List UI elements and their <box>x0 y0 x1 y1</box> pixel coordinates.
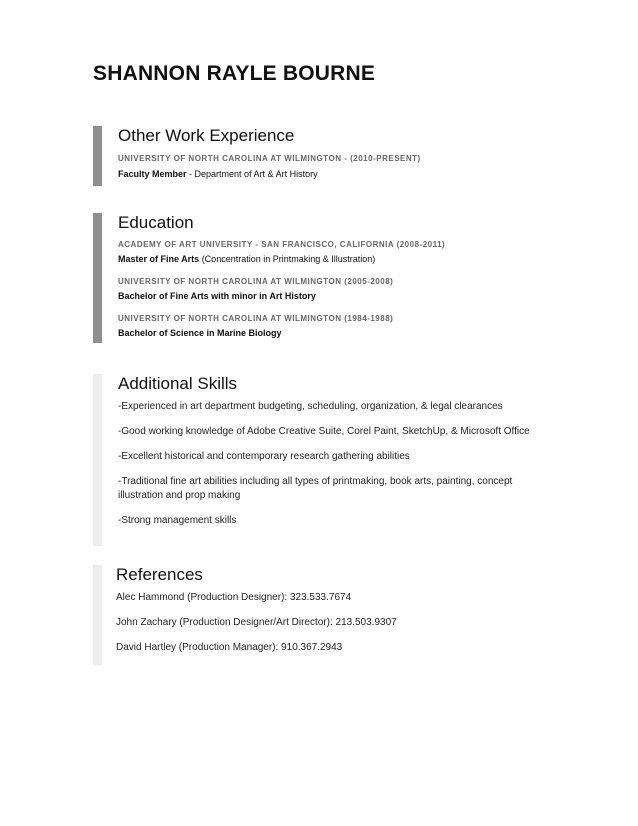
section-title-references: References <box>116 565 203 584</box>
degree-title: Bachelor of Fine Arts with minor in Art History <box>118 291 316 301</box>
education-degree <box>118 290 445 302</box>
section-bar <box>93 565 102 665</box>
work-role <box>118 168 421 180</box>
section-bar <box>93 374 102 546</box>
skill-item: -Excellent historical and contemporary research gathering abilities <box>118 451 410 462</box>
education-degree <box>118 253 445 265</box>
education-degree <box>118 327 445 339</box>
section-title-work: Other Work Experience <box>118 126 295 145</box>
section-skills <box>93 374 538 528</box>
section-title-skills: Additional Skills <box>118 374 238 393</box>
education-org: UNIVERSITY OF NORTH CAROLINA AT WILMINGTON (1984-1988) <box>118 314 394 323</box>
work-role-dept: - Department of Art & Art History <box>186 169 318 179</box>
reference-item: David Hartley (Production Manager): 910.367.2943 <box>116 642 343 653</box>
section-work-experience <box>93 126 421 180</box>
resume-name: SHANNON RAYLE BOURNE <box>93 62 376 85</box>
degree-title: Bachelor of Science in Marine Biology <box>118 328 282 338</box>
education-org: ACADEMY OF ART UNIVERSITY - SAN FRANCISCO, CALIFORNIA (2008-2011) <box>118 240 446 249</box>
skill-item: -Traditional fine art abilities including all types of printmaking, book arts, painting, concept illustration and prop making <box>118 476 513 501</box>
degree-title: Master of Fine Arts <box>118 254 200 264</box>
reference-item: John Zachary (Production Designer/Art Director): 213.503.9307 <box>116 617 397 628</box>
degree-detail: (Concentration in Printmaking & Illustration) <box>199 254 376 264</box>
section-education <box>93 213 445 339</box>
work-role-title: Faculty Member <box>118 169 187 179</box>
reference-item: Alec Hammond (Production Designer): 323.533.7674 <box>116 592 352 603</box>
skill-item: -Good working knowledge of Adobe Creative Suite, Corel Paint, SketchUp, & Microsoft Office <box>118 426 530 437</box>
skill-item: -Strong management skills <box>118 515 237 526</box>
section-bar <box>93 213 102 343</box>
section-title-education: Education <box>118 213 194 232</box>
skill-item: -Experienced in art department budgeting, scheduling, organization, & legal clearances <box>118 401 503 412</box>
work-org: UNIVERSITY OF NORTH CAROLINA AT WILMINGTON - (2010-PRESENT) <box>118 154 421 163</box>
section-bar <box>93 126 102 186</box>
section-references <box>93 565 397 655</box>
education-org: UNIVERSITY OF NORTH CAROLINA AT WILMINGTON (2005-2008) <box>118 277 394 286</box>
